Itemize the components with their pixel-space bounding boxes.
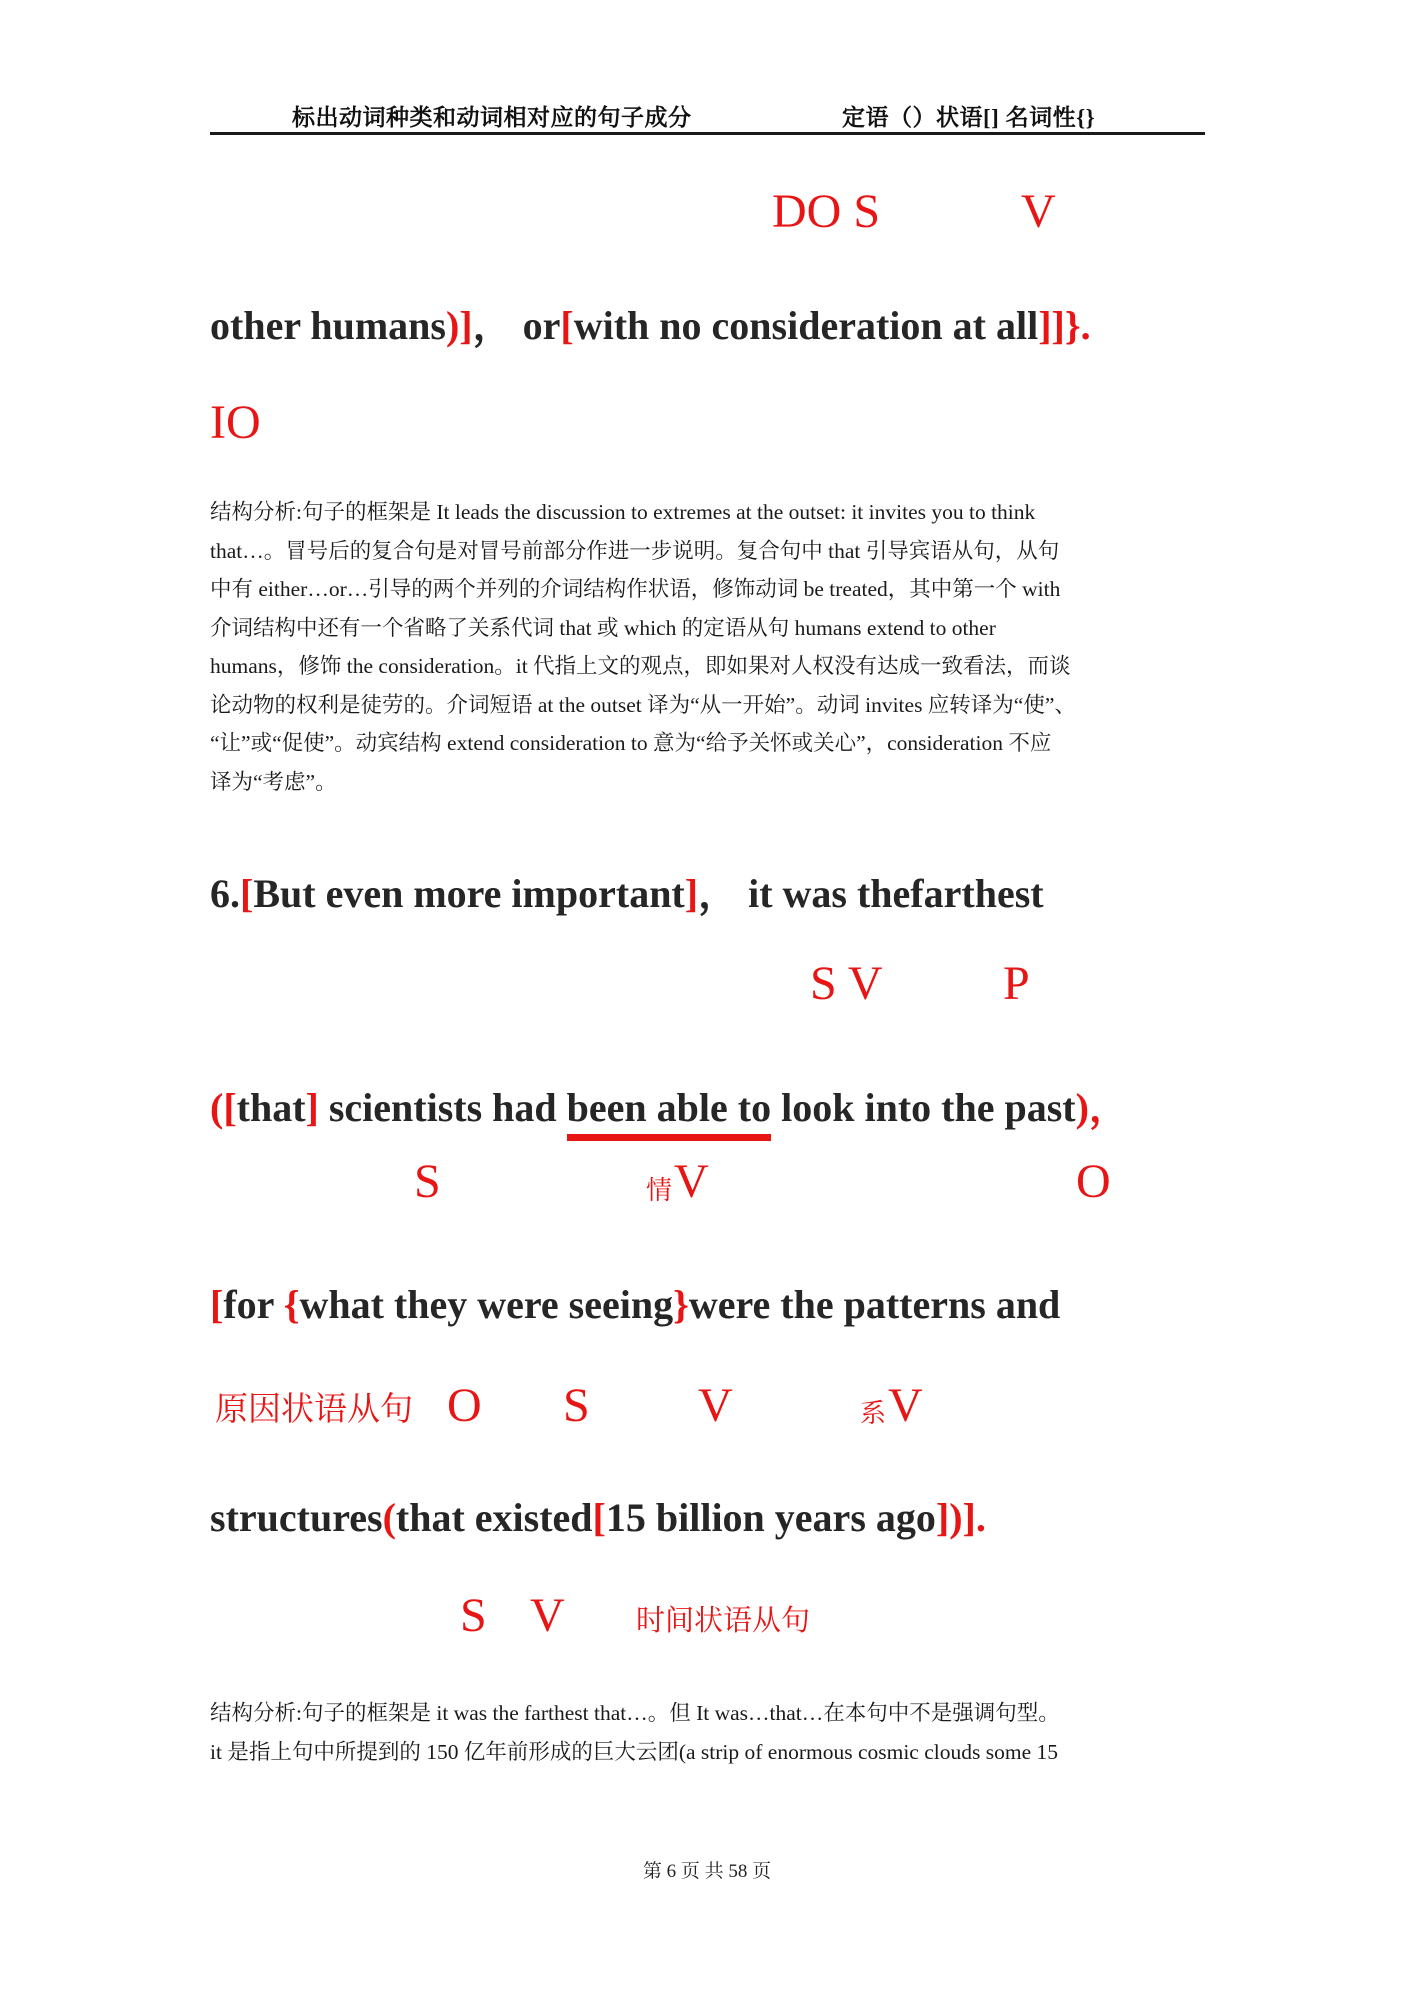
structure-analysis-paragraph-1	[210, 493, 1210, 801]
sentence-segment: ]	[684, 871, 699, 916]
sentence-segment: ， or	[472, 303, 561, 348]
paragraph-line: humans，修饰 the consideration。it 代指上文的观点，即如果对人权没有达成一致看法，而谈	[210, 654, 1071, 678]
paragraph-line: 论动物的权利是徒劳的。介词短语 at the outset 译为“从一开始”。动词 invites 应转译为“使”、	[210, 692, 1076, 717]
annotation-copula-label: 系	[860, 1399, 887, 1428]
annotation-modal-label: 情	[646, 1176, 673, 1205]
annotation-v-2: V	[674, 1155, 709, 1208]
annotation-do-s: DO S	[772, 185, 881, 238]
paragraph-line: 结构分析:句子的框架是 it was the farthest that…。但 It was…that…在本句中不是强调句型。	[210, 1701, 1060, 1725]
annotation-s-v: S V	[810, 957, 883, 1010]
paragraph-line: 结构分析:句子的框架是 It leads the discussion to extremes at the outset: it invites you to think	[210, 500, 1036, 524]
sentence-6-line-4	[210, 1494, 986, 1541]
sentence-6-heading	[210, 870, 1044, 917]
sentence-segment: scientists had	[318, 1085, 567, 1130]
sentence-segment: [	[210, 1282, 224, 1327]
sentence-segment: ]]}.	[1038, 303, 1091, 348]
sentence-segment: [	[240, 871, 254, 916]
annotation-v-1: V	[1021, 185, 1056, 238]
paragraph-line: 介词结构中还有一个省略了关系代词 that 或 which 的定语从句 humans extend to other	[210, 615, 996, 640]
sentence-segment: [	[560, 303, 574, 348]
annotation-reason-clause: 原因状语从句	[215, 1392, 413, 1428]
annotation-time-clause: 时间状语从句	[636, 1605, 811, 1637]
sentence-segment: 15 billion years ago	[605, 1495, 936, 1540]
page-footer: 第 6 页 共 58 页	[642, 1861, 772, 1882]
annotation-v-3: V	[698, 1379, 733, 1432]
sentence-segment: were the patterns and	[688, 1282, 1061, 1327]
annotation-io: IO	[210, 396, 261, 449]
sentence-segment: 6.	[210, 871, 240, 916]
annotation-o-2: O	[447, 1379, 482, 1432]
paragraph-line: it 是指上句中所提到的 150 亿年前形成的巨大云团(a strip of enormous cosmic clouds some 15	[210, 1739, 1058, 1764]
sentence-segment: look into the past	[771, 1085, 1076, 1130]
annotation-s-2: S	[414, 1155, 441, 1208]
sentence-segment: been able to	[567, 1085, 771, 1141]
sentence-segment: for	[223, 1282, 284, 1327]
annotation-v-4: V	[530, 1589, 565, 1642]
sentence-6-line-3	[210, 1281, 1060, 1328]
sentence-segment: ([	[210, 1085, 237, 1130]
sentence-segment: [	[592, 1495, 606, 1540]
annotation-o-1: O	[1076, 1155, 1111, 1208]
sentence-segment: )，	[1075, 1085, 1129, 1130]
paragraph-line: 译为“考虑”。	[210, 769, 337, 794]
annotation-s-3: S	[563, 1379, 590, 1432]
sentence-segment: that	[236, 1085, 306, 1130]
header-divider	[210, 132, 1205, 135]
sentence-segment: {	[283, 1282, 300, 1327]
sentence-segment: ]	[305, 1085, 319, 1130]
sentence-fragment-1	[210, 302, 1091, 349]
sentence-segment: But even more important	[253, 871, 685, 916]
header-right: 定语（）状语[] 名词性{}	[842, 105, 1096, 130]
paragraph-line: 中有 either…or…引导的两个并列的介词结构作状语，修饰动词 be treated，其中第一个 with	[210, 577, 1061, 601]
annotation-copula-v: V	[888, 1379, 923, 1432]
sentence-segment: other humans	[210, 303, 446, 348]
paragraph-line: “让”或“促使”。动宾结构 extend consideration to 意为“给予关怀或关心”，consideration 不应	[210, 731, 1052, 755]
annotation-p: P	[1003, 957, 1030, 1010]
sentence-segment: what they were seeing	[299, 1282, 674, 1327]
sentence-segment: (	[382, 1495, 396, 1540]
sentence-segment: ， it was thefarthest	[698, 871, 1044, 916]
sentence-segment: with no consideration at all	[573, 303, 1039, 348]
sentence-segment: that existed	[395, 1495, 593, 1540]
sentence-6-line-2	[210, 1084, 1129, 1131]
sentence-segment: ])].	[935, 1495, 986, 1540]
sentence-segment: )]	[445, 303, 473, 348]
sentence-segment: structures	[210, 1495, 383, 1540]
header-left: 标出动词种类和动词相对应的句子成分	[292, 105, 692, 130]
paragraph-line: that…。冒号后的复合句是对冒号前部分作进一步说明。复合句中 that 引导宾语从句，从句	[210, 538, 1060, 563]
sentence-segment: }	[673, 1282, 689, 1327]
structure-analysis-paragraph-2	[210, 1694, 1210, 1771]
annotation-s-4: S	[460, 1589, 487, 1642]
